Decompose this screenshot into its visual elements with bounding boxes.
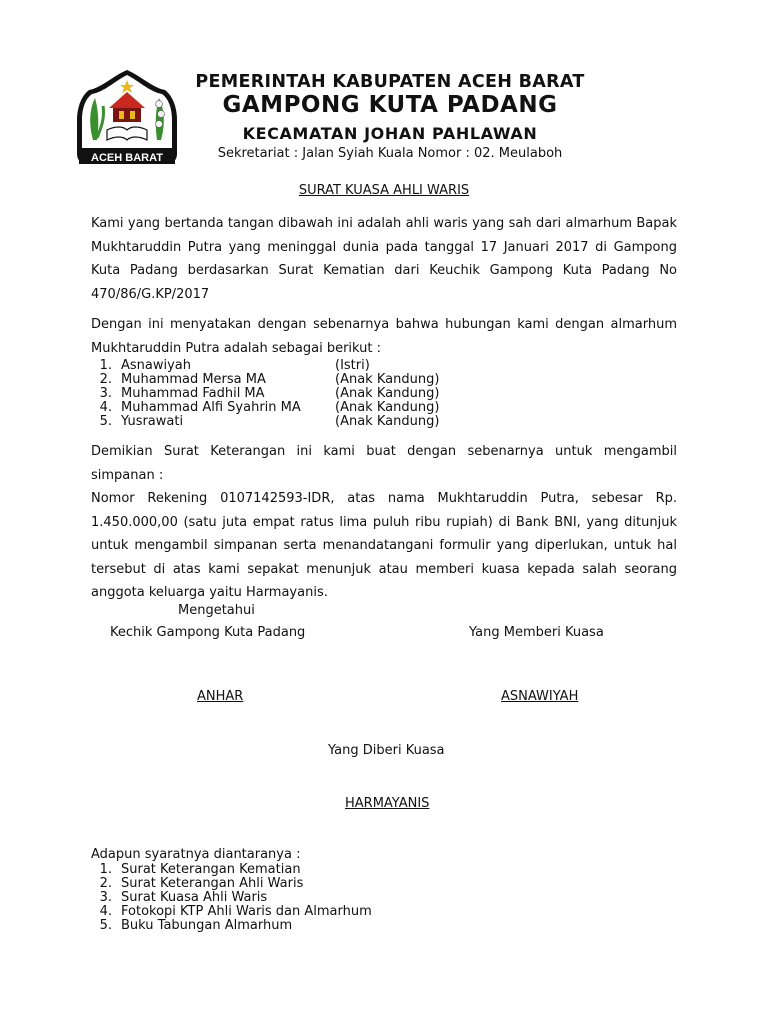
list-item — [91, 863, 372, 877]
heir-name: Muhammad Fadhil MA — [121, 386, 265, 401]
list-number: 1. — [99, 358, 112, 373]
heir-name: Muhammad Alfi Syahrin MA — [121, 400, 301, 415]
letterhead-village: GAMPONG KUTA PADANG — [222, 92, 558, 118]
list-number: 3. — [99, 386, 112, 401]
heir-name: Muhammad Mersa MA — [121, 372, 266, 387]
document-title: SURAT KUASA AHLI WARIS — [298, 183, 470, 198]
list-item — [91, 401, 439, 415]
left-signatory-name: ANHAR — [197, 689, 244, 704]
left-signatory-role: Kechik Gampong Kuta Padang — [110, 625, 306, 640]
list-number: 4. — [99, 904, 112, 919]
list-number: 4. — [99, 400, 112, 415]
list-item — [91, 387, 439, 401]
list-number: 2. — [99, 876, 112, 891]
requirements-intro: Adapun syaratnya diantaranya : — [91, 847, 301, 862]
list-item — [91, 891, 372, 905]
opening-paragraph: Kami yang bertanda tangan dibawah ini adalah ahli waris yang sah dari almarhum Bapak Mukhtaruddin Putra yang meninggal dunia pada tanggal 17 Januari 2017 di Gampong Kuta Padang berdasarkan Surat Kematian dari Keuchik Gampong Kuta Padang No 470/86/G.KP/2017 — [91, 216, 677, 302]
right-signatory-name: ASNAWIYAH — [501, 689, 579, 704]
heir-name: Asnawiyah — [121, 358, 192, 373]
requirements-list — [91, 863, 372, 933]
requirement-text: Buku Tabungan Almarhum — [121, 918, 293, 933]
closing-paragraphs — [91, 440, 677, 605]
heir-relation: (Anak Kandung) — [335, 386, 440, 401]
heir-relation: (Anak Kandung) — [335, 372, 440, 387]
requirement-text: Surat Keterangan Kematian — [121, 862, 301, 877]
list-item — [91, 919, 372, 933]
heirs-list — [91, 359, 439, 429]
list-item — [91, 359, 439, 373]
heir-relation: (Anak Kandung) — [335, 414, 440, 429]
statement-paragraph: Demikian Surat Keterangan ini kami buat dengan sebenarnya untuk mengambil simpanan : — [91, 444, 677, 483]
list-item — [91, 877, 372, 891]
list-item — [91, 373, 439, 387]
acknowledge-label: Mengetahui — [178, 603, 255, 618]
list-number: 2. — [99, 372, 112, 387]
requirement-text: Surat Keterangan Ahli Waris — [121, 876, 304, 891]
heir-relation: (Anak Kandung) — [335, 400, 440, 415]
list-number: 5. — [99, 918, 112, 933]
attorney-name: HARMAYANIS — [345, 796, 430, 811]
heir-relation: (Istri) — [335, 358, 370, 373]
heir-name: Yusrawati — [121, 414, 184, 429]
account-paragraph: Nomor Rekening 0107142593-IDR, atas nama Mukhtaruddin Putra, sebesar Rp. 1.450.000,00 (satu juta empat ratus lima puluh ribu rupiah) di Bank BNI, yang ditunjuk untuk mengambil simpanan serta menandatangani formulir yang diperlukan, untuk hal tersebut di atas kami sepakat menunjuk atau memberi kuasa kepada salah seorang anggota keluarga yaitu Harmayanis. — [91, 491, 677, 600]
requirement-text: Fotokopi KTP Ahli Waris dan Almarhum — [121, 904, 372, 919]
relationship-paragraph: Dengan ini menyatakan dengan sebenarnya bahwa hubungan kami dengan almarhum Mukhtaruddin Putra adalah sebagai berikut : — [91, 317, 677, 356]
letterhead-district: KECAMATAN JOHAN PAHLAWAN — [242, 124, 538, 143]
list-number: 5. — [99, 414, 112, 429]
letterhead-address: Sekretariat : Jalan Syiah Kuala Nomor : 02. Meulaboh — [217, 146, 563, 161]
attorney-role: Yang Diberi Kuasa — [328, 743, 445, 758]
logo-banner-text: ACEH BARAT — [91, 152, 163, 164]
list-item — [91, 905, 372, 919]
list-item — [91, 415, 439, 429]
list-number: 1. — [99, 862, 112, 877]
list-number: 3. — [99, 890, 112, 905]
aceh-barat-logo-icon — [75, 68, 179, 166]
requirement-text: Surat Kuasa Ahli Waris — [121, 890, 268, 905]
right-signatory-role: Yang Memberi Kuasa — [469, 625, 604, 640]
letterhead-government: PEMERINTAH KABUPATEN ACEH BARAT — [195, 72, 585, 92]
